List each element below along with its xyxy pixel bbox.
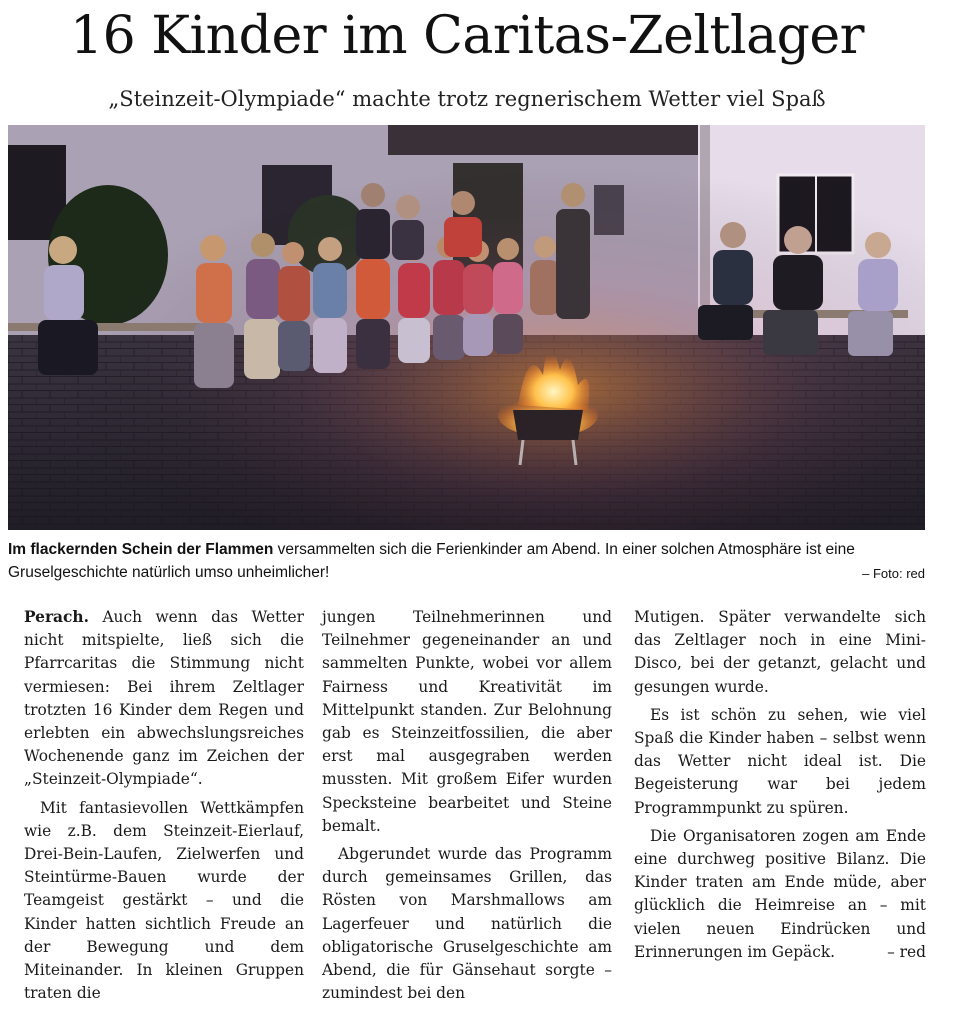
paragraph: Es ist schön zu sehen, wie viel Spaß die Kinder haben – selbst wenn das Wetter nicht ideal ist. Die Begeisterung war bei jedem Programmpunkt zu spüren. <box>634 705 926 817</box>
caption-lead: Im flackernden Schein der Flammen <box>8 541 274 558</box>
paragraph-text: Auch wenn das Wetter nicht mitspielte, ließ sich die Pfarrcaritas die Stimmung nicht vermiesen: Bei ihrem Zeltlager trotzten 16 Kinder dem Regen und erlebten ein abwechslungsreiches Wochenende ganz im Zeichen der „Steinzeit-Olympiade“. <box>24 608 304 789</box>
headline: 16 Kinder im Caritas-Zeltlager <box>70 6 864 66</box>
subheadline: „Steinzeit-Olympiade“ machte trotz regnerischem Wetter viel Spaß <box>108 87 826 111</box>
photo-caption <box>8 538 925 584</box>
photo-credit: – Foto: red <box>862 566 925 581</box>
paragraph <box>24 606 304 792</box>
caption-text: versammelten sich die Ferienkinder am Abend. In einer solchen Atmosphäre ist eine Gruselgeschichte natürlich umso unheimlicher! <box>8 541 855 581</box>
paragraph: Mutigen. Später verwandelte sich das Zeltlager noch in eine Mini-Disco, bei der getanzt, gelacht und gesungen wurde. <box>634 608 926 696</box>
campfire-photo <box>8 125 925 530</box>
paragraph: Abgerundet wurde das Programm durch gemeinsames Grillen, das Rösten von Marshmallows am Lagerfeuer und natürlich die obligatorische Gruselgeschichte am Abend, die für Gänsehaut sorgte – zumindest bei den <box>322 845 612 1003</box>
paragraph: jungen Teilnehmerinnen und Teilnehmer gegeneinander an und sammelten Punkte, wobei vor allem Fairness und Kreativität im Mittelpunkt standen. Zur Belohnung gab es Steinzeitfossilien, die aber erst mal ausgegraben werden mussten. Mit großem Eifer wurden Specksteine bearbeitet und Steine bemalt. <box>322 608 612 835</box>
paragraph-text: Die Organisatoren zogen am Ende eine durchweg positive Bilanz. Die Kinder traten am Ende müde, aber glücklich die Heimreise an – mit vielen neuen Eindrücken und Erinnerungen im Gepäck. <box>634 826 926 961</box>
paragraph <box>634 825 926 964</box>
article-column-1 <box>24 606 304 1010</box>
paragraph: Mit fantasievollen Wettkämpfen wie z.B. dem Steinzeit-Eierlauf, Drei-Bein-Laufen, Zielwerfen und Steintürme-Bauen wurde der Teamgeist gestärkt – und die Kinder hatten sichtlich Freude an der Bewegung und dem Miteinander. In kleinen Gruppen traten die <box>24 798 304 1003</box>
article-column-2 <box>322 606 612 1010</box>
dateline: Perach. <box>24 608 89 626</box>
author-signature: – red <box>887 942 926 961</box>
article-column-3 <box>634 606 926 969</box>
